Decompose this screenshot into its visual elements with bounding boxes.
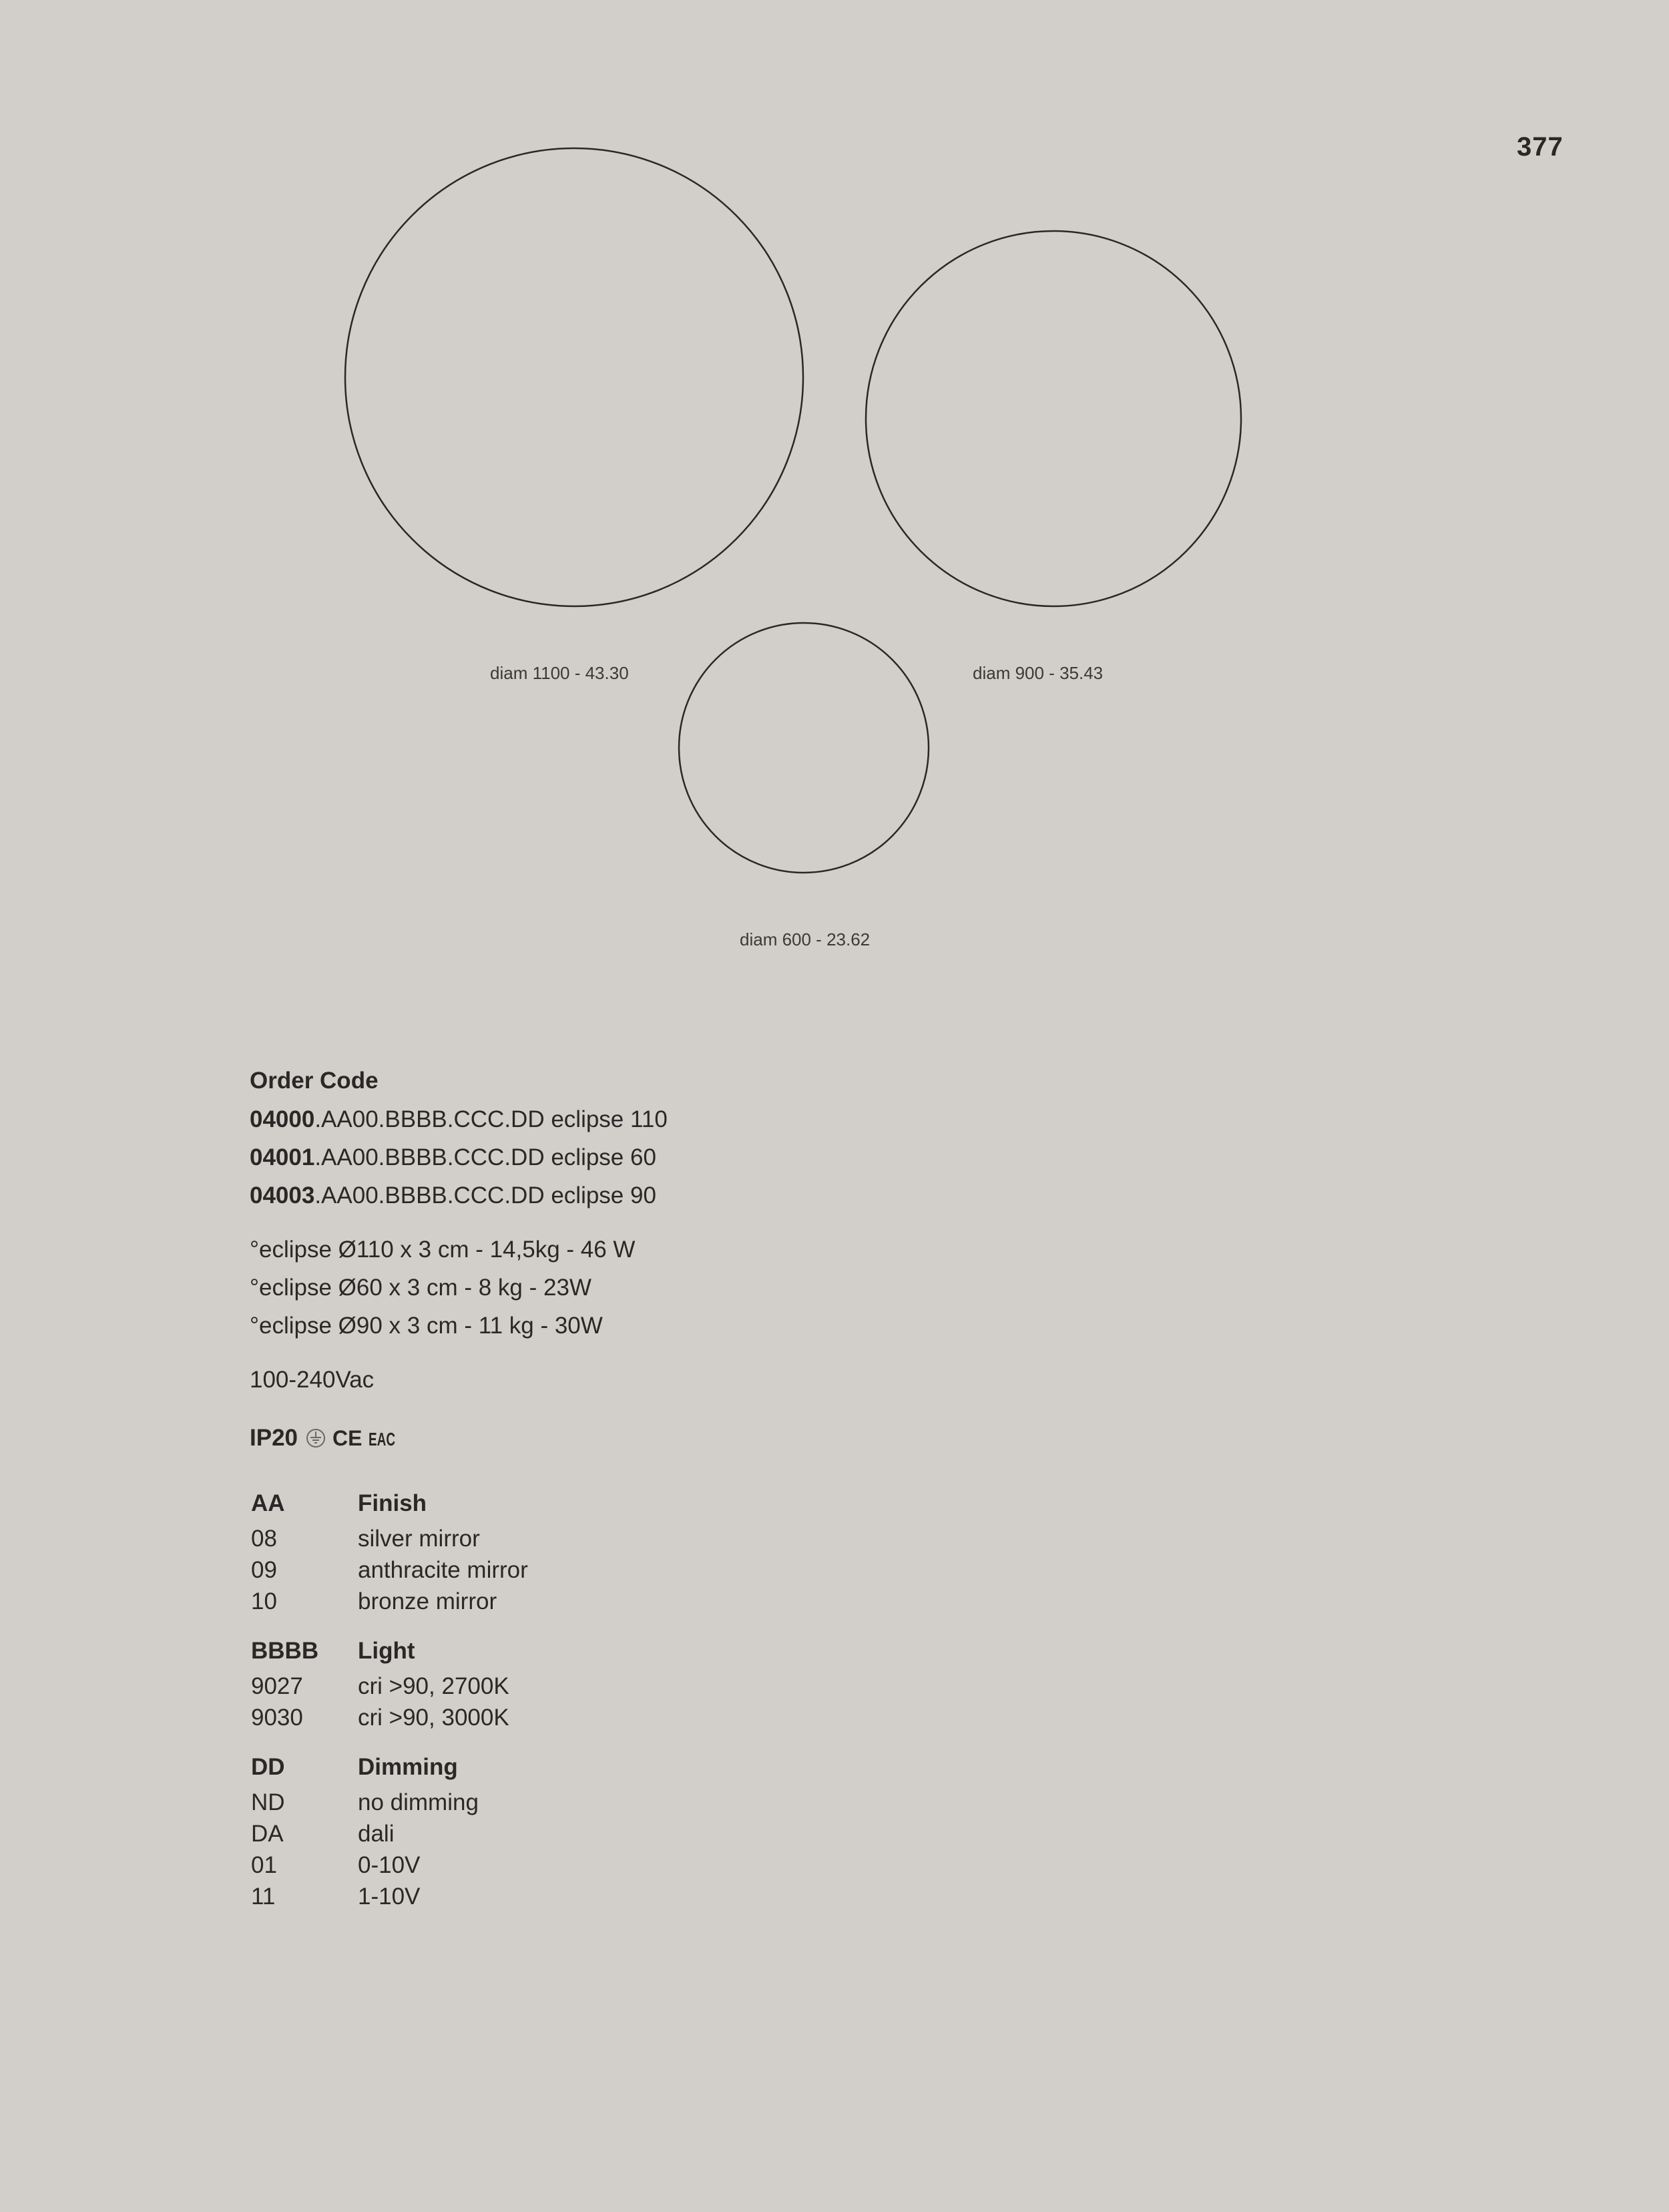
product-size-drawing [0,0,1669,968]
circle-diam-1100 [345,148,803,606]
label-diam-900: diam 900 - 35.43 [973,663,1104,683]
option-code-header: AA [251,1490,285,1516]
option-row [250,1787,1118,1818]
option-row [250,1523,1118,1554]
order-code-number: 04000 [250,1106,315,1132]
eac-mark-icon [369,1428,398,1448]
option-code: ND [251,1789,285,1815]
option-code: 01 [251,1852,277,1878]
option-desc: bronze mirror [358,1588,497,1614]
option-code: 9027 [251,1673,303,1699]
ce-mark-icon [332,1428,362,1448]
ce-mark-text: CE [332,1426,363,1450]
option-code-header: DD [251,1754,285,1780]
order-code-title: Order Code [250,1068,379,1094]
page-number: 377 [1517,132,1564,162]
option-block-dimming [250,1748,1118,1912]
option-desc-header: Dimming [358,1754,458,1780]
voltage-line: 100-240Vac [250,1367,375,1393]
option-header [250,1632,1118,1671]
option-code: 09 [251,1557,277,1583]
option-row [250,1702,1118,1733]
order-code-line [250,1176,1118,1214]
option-desc-header: Light [358,1638,415,1664]
option-row [250,1818,1118,1849]
option-code: 08 [251,1526,277,1552]
option-code: 9030 [251,1705,303,1731]
option-desc: dali [358,1821,395,1847]
option-code-header: BBBB [251,1638,319,1664]
order-code-line [250,1100,1118,1138]
option-desc-header: Finish [358,1490,427,1516]
order-code-number: 04003 [250,1182,315,1208]
eac-mark-text: EAC [369,1429,395,1450]
option-desc: silver mirror [358,1526,480,1552]
option-desc: anthracite mirror [358,1557,528,1583]
option-row [250,1671,1118,1702]
option-row [250,1586,1118,1617]
order-code-suffix: .AA00.BBBB.CCC.DD eclipse 110 [314,1106,668,1132]
spec-line: °eclipse Ø60 x 3 cm - 8 kg - 23W [250,1275,591,1301]
option-row [250,1849,1118,1881]
option-desc: cri >90, 2700K [358,1673,509,1699]
option-row [250,1554,1118,1586]
spec-line: °eclipse Ø110 x 3 cm - 14,5kg - 46 W [250,1237,636,1263]
order-spec-section [250,1062,1118,1927]
circle-diam-600 [679,623,929,873]
label-diam-1100: diam 1100 - 43.30 [490,663,629,683]
option-desc: cri >90, 3000K [358,1705,509,1731]
certification-row [250,1419,1118,1458]
option-code: 10 [251,1588,277,1614]
option-header [250,1484,1118,1523]
option-header [250,1748,1118,1787]
order-code-suffix: .AA00.BBBB.CCC.DD eclipse 90 [314,1182,656,1208]
order-code-number: 04001 [250,1144,315,1170]
circle-diam-900 [866,231,1241,606]
option-row [250,1881,1118,1912]
option-block-finish [250,1484,1118,1617]
option-desc: 1-10V [358,1884,421,1910]
order-code-suffix: .AA00.BBBB.CCC.DD eclipse 60 [314,1144,656,1170]
option-desc: no dimming [358,1789,479,1815]
option-block-light [250,1632,1118,1733]
option-tables [250,1484,1118,1912]
option-desc: 0-10V [358,1852,421,1878]
option-code: 11 [251,1884,276,1910]
label-diam-600: diam 600 - 23.62 [740,929,871,949]
earth-ground-icon [306,1428,326,1448]
ip-rating: IP20 [250,1425,298,1451]
order-code-line [250,1138,1118,1176]
spec-line: °eclipse Ø90 x 3 cm - 11 kg - 30W [250,1313,603,1339]
option-code: DA [251,1821,284,1847]
